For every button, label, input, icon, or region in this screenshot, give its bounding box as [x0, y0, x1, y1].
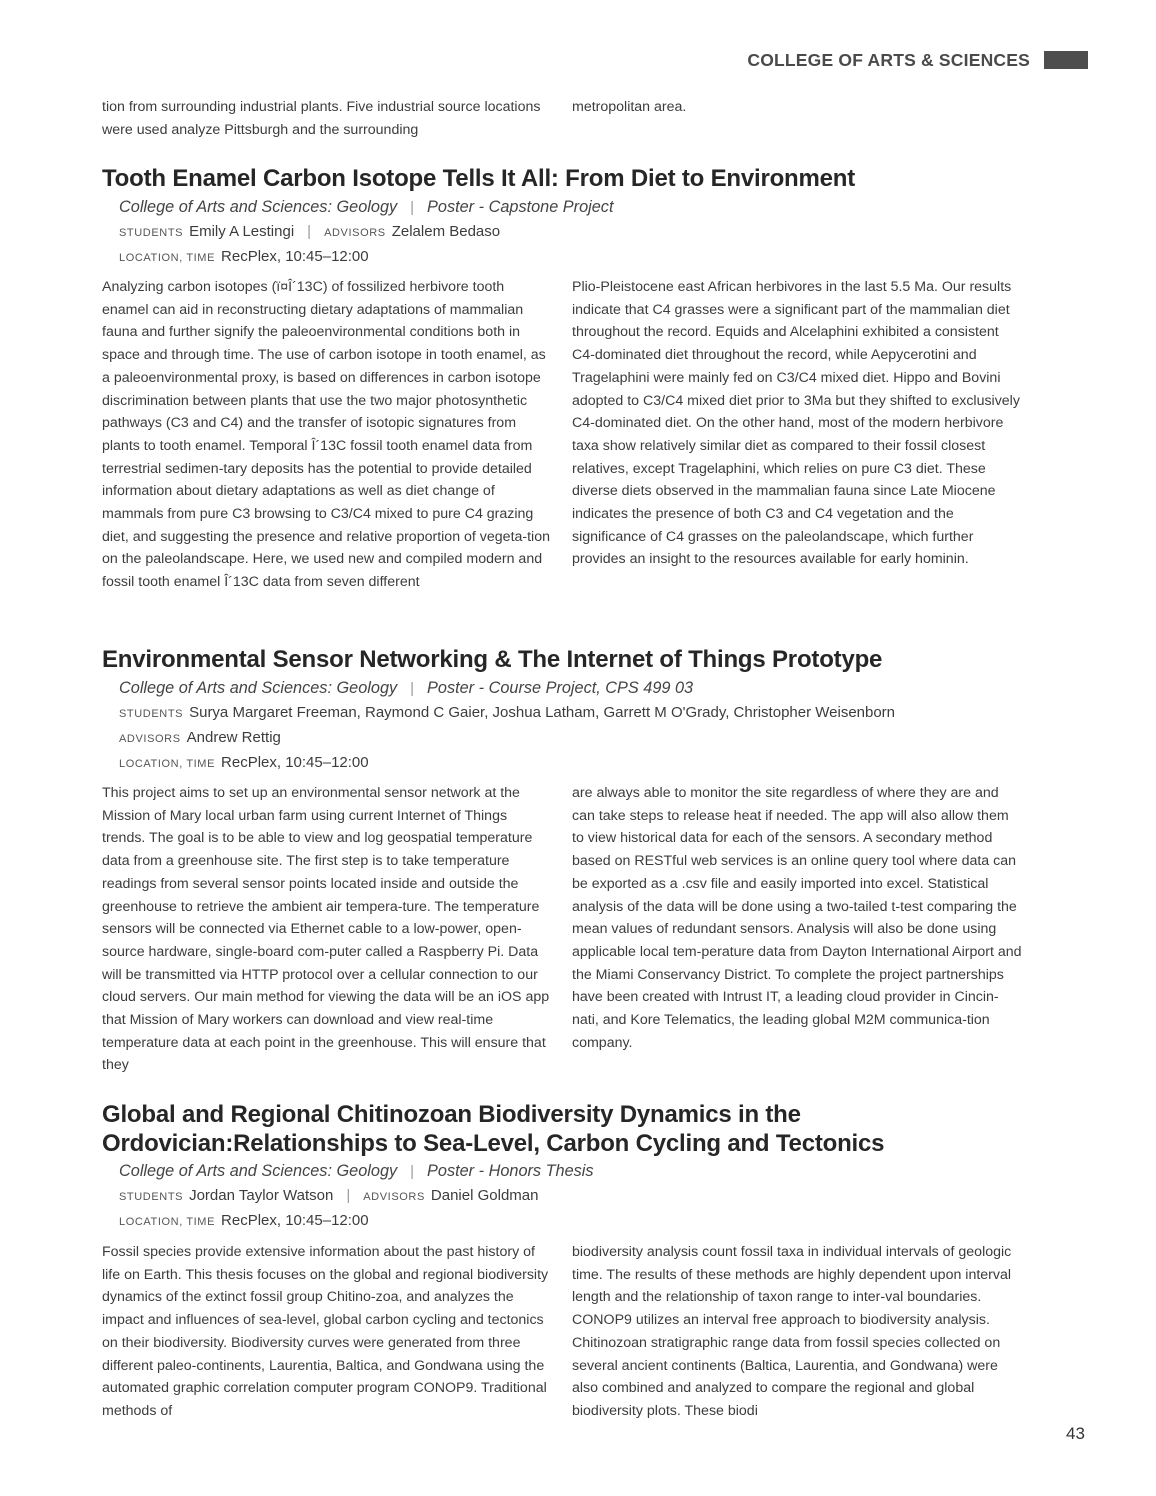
abstract-right-column: biodiversity analysis count fossil taxa in individual intervals of geologic time. The results of these methods are highly dependent upon interval length and the relationship of taxon range to inter-val boundaries. CONOP9 utilizes an interval free approach to biodiversity analysis. Chitinozoan stratigraphic range data from fossil species collected on several ancient continents (Baltica, Laurentia, and Gondwana) were also combined and analyzed to compare the regional and global biodiversity plots. These biodi — [572, 1244, 1012, 1419]
advisors-line — [119, 729, 1039, 754]
presentation-type: Poster - Capstone Project — [427, 198, 614, 216]
section-title: COLLEGE OF ARTS & SCIENCES — [747, 49, 1030, 70]
separator: | — [307, 223, 312, 240]
separator: | — [410, 680, 415, 697]
abstract-right-column: are always able to monitor the site regardless of where they are and can take steps to release heat if needed. The app will also allow them to view historical data for each of the sensors. A secondary method based on RESTful web services is an online query tool where data can be exported as a .csv file and easily imported into excel. Statistical analysis of the data will be done using a two-tailed t-test comparing the mean values of redundant sensors. Analysis will also be done using applicable local tem-perature data from Dayton International Airport and the Miami Conservancy District. To complete the project partnerships have been created with Intrust IT, a leading cloud provider in Cincin-nati, and Kore Telematics, the leading global M2M communica-tion company. — [572, 785, 1022, 1051]
location-line — [119, 1212, 1039, 1237]
location-line — [119, 248, 1039, 273]
entry-abstract — [102, 782, 1022, 1077]
presentation-type: Poster - Honors Thesis — [427, 1162, 594, 1180]
students-label: STUDENTS — [119, 708, 184, 720]
students: Jordan Taylor Watson — [189, 1187, 334, 1204]
carryover-abstract — [102, 96, 1022, 141]
location-time: RecPlex, 10:45–12:00 — [221, 1212, 369, 1229]
advisors: Andrew Rettig — [186, 729, 281, 746]
advisors-label: ADVISORS — [119, 733, 181, 745]
location-time: RecPlex, 10:45–12:00 — [221, 754, 369, 771]
people-line — [119, 1187, 1039, 1212]
department: College of Arts and Sciences: Geology — [119, 1162, 398, 1180]
entry-title: Environmental Sensor Networking & The Internet of Things Prototype — [102, 646, 883, 673]
entry-title: Tooth Enamel Carbon Isotope Tells It All: From Diet to Environment — [102, 165, 856, 192]
advisors-label: ADVISORS — [363, 1191, 425, 1203]
students-label: STUDENTS — [119, 1191, 184, 1203]
students: Surya Margaret Freeman, Raymond C Gaier, Joshua Latham, Garrett M O'Grady, Christopher Weisenborn — [189, 704, 896, 721]
location-time-label: LOCATION, TIME — [119, 1216, 216, 1228]
students: Emily A Lestingi — [189, 223, 295, 240]
students-line — [119, 704, 1039, 729]
department: College of Arts and Sciences: Geology — [119, 198, 398, 216]
department-line — [119, 198, 1039, 223]
running-head — [747, 50, 1088, 70]
location-line — [119, 754, 1039, 779]
separator: | — [410, 199, 415, 216]
advisors-label: ADVISORS — [324, 227, 386, 239]
abstract-left-column: This project aims to set up an environmental sensor network at the Mission of Mary local urban farm using current Internet of Things trends. The goal is to be able to view and log geospatial temperature data from a greenhouse site. The first step is to take temperature readings from several sensor points located inside and outside the greenhouse to retrieve the ambient air tempera-ture. The temperature sensors will be connected via Ethernet cable to a low-power, open-source hardware, single-board com-puter called a Raspberry Pi. Data will be transmitted via HTTP protocol over a cellular connection to our cloud servers. Our main method for viewing the data will be an iOS app that Mission of Mary workers can download and view real-time temperature data at each point in the greenhouse. This will ensure that they — [102, 785, 550, 1074]
entry-meta — [119, 679, 1039, 779]
entry-abstract — [102, 276, 1022, 594]
entry-meta — [119, 1162, 1039, 1237]
location-time-label: LOCATION, TIME — [119, 252, 216, 264]
entry-title: Global and Regional Chitinozoan Biodiversity Dynamics in the Ordovician:Relationships to Sea-Level, Carbon Cycling and Tectonics — [102, 1101, 885, 1157]
location-time: RecPlex, 10:45–12:00 — [221, 248, 369, 265]
separator: | — [346, 1187, 351, 1204]
location-time-label: LOCATION, TIME — [119, 758, 216, 770]
department-line — [119, 679, 1039, 704]
students-label: STUDENTS — [119, 227, 184, 239]
abstract-left-column: Analyzing carbon isotopes (ï¤Î´13C) of fossilized herbivore tooth enamel can aid in reconstructing dietary adaptations of mammalian fauna and further signify the paleoenvironmental conditions both in space and through time. The use of carbon isotope in tooth enamel, as a paleoenvironmental proxy, is based on differences in carbon isotope discrimination between plants that use the two major photosynthetic pathways (C3 and C4) and the transfer of isotopic signatures from plants to tooth enamel. Temporal Î´13C fossil tooth enamel data from terrestrial sedimen-tary deposits has the potential to provide detailed information about dietary adaptations as well as diet change of mammals from pure C3 browsing to C3/C4 mixed to pure C4 grazing diet, and suggesting the presence and relative proportion of vegeta-tion on the paleolandscape. Here, we used new and compiled modern and fossil tooth enamel Î´13C data from seven different — [102, 279, 550, 591]
advisors: Zelalem Bedaso — [391, 223, 501, 240]
abstract-right-column: Plio-Pleistocene east African herbivores in the last 5.5 Ma. Our results indicate that C4 grasses were a significant part of the mammalian diet throughout the record. Equids and Alcelaphini exhibited a consistent C4-dominated diet throughout the record, while Aepycerotini and Tragelaphini were mainly fed on C3/C4 mixed diet. Hippo and Bovini adopted to C3/C4 mixed diet prior to 3Ma but they shifted to exclusively C4-dominated diet. On the other hand, most of the modern herbivore taxa show relatively similar diet as compared to their fossil closest relatives, except Tragelaphini, which relies on pure C3 diet. These diverse diets observed in the mammalian fauna since Late Miocene indicates the presence of both C3 and C4 vegetation and the significance of C4 grasses on the paleolandscape, which further provides an insight to the resources available for early hominin. — [572, 279, 1020, 568]
presentation-type: Poster - Course Project, CPS 499 03 — [427, 679, 694, 697]
entry-abstract — [102, 1241, 1022, 1423]
page-number: 43 — [1066, 1424, 1085, 1443]
people-line — [119, 223, 1039, 248]
section-marker-bar — [1044, 51, 1088, 69]
carryover-left-column: tion from surrounding industrial plants. Five industrial source locations were used analyze Pittsburgh and the surrounding — [102, 99, 541, 138]
department: College of Arts and Sciences: Geology — [119, 679, 398, 697]
advisors: Daniel Goldman — [430, 1187, 539, 1204]
separator: | — [410, 1163, 415, 1180]
abstract-left-column: Fossil species provide extensive information about the past history of life on Earth. This thesis focuses on the global and regional biodiversity dynamics of the extinct fossil group Chitino-zoa, and analyzes the impact and influences of sea-level, global carbon cycling and tectonics on their biodiversity. Biodiversity curves were generated from three different paleo-continents, Laurentia, Baltica, and Gondwana using the automated graphic correlation computer program CONOP9. Traditional methods of — [102, 1244, 549, 1419]
carryover-right-column: metropolitan area. — [572, 99, 687, 115]
entry-meta — [119, 198, 1039, 273]
department-line — [119, 1162, 1039, 1187]
